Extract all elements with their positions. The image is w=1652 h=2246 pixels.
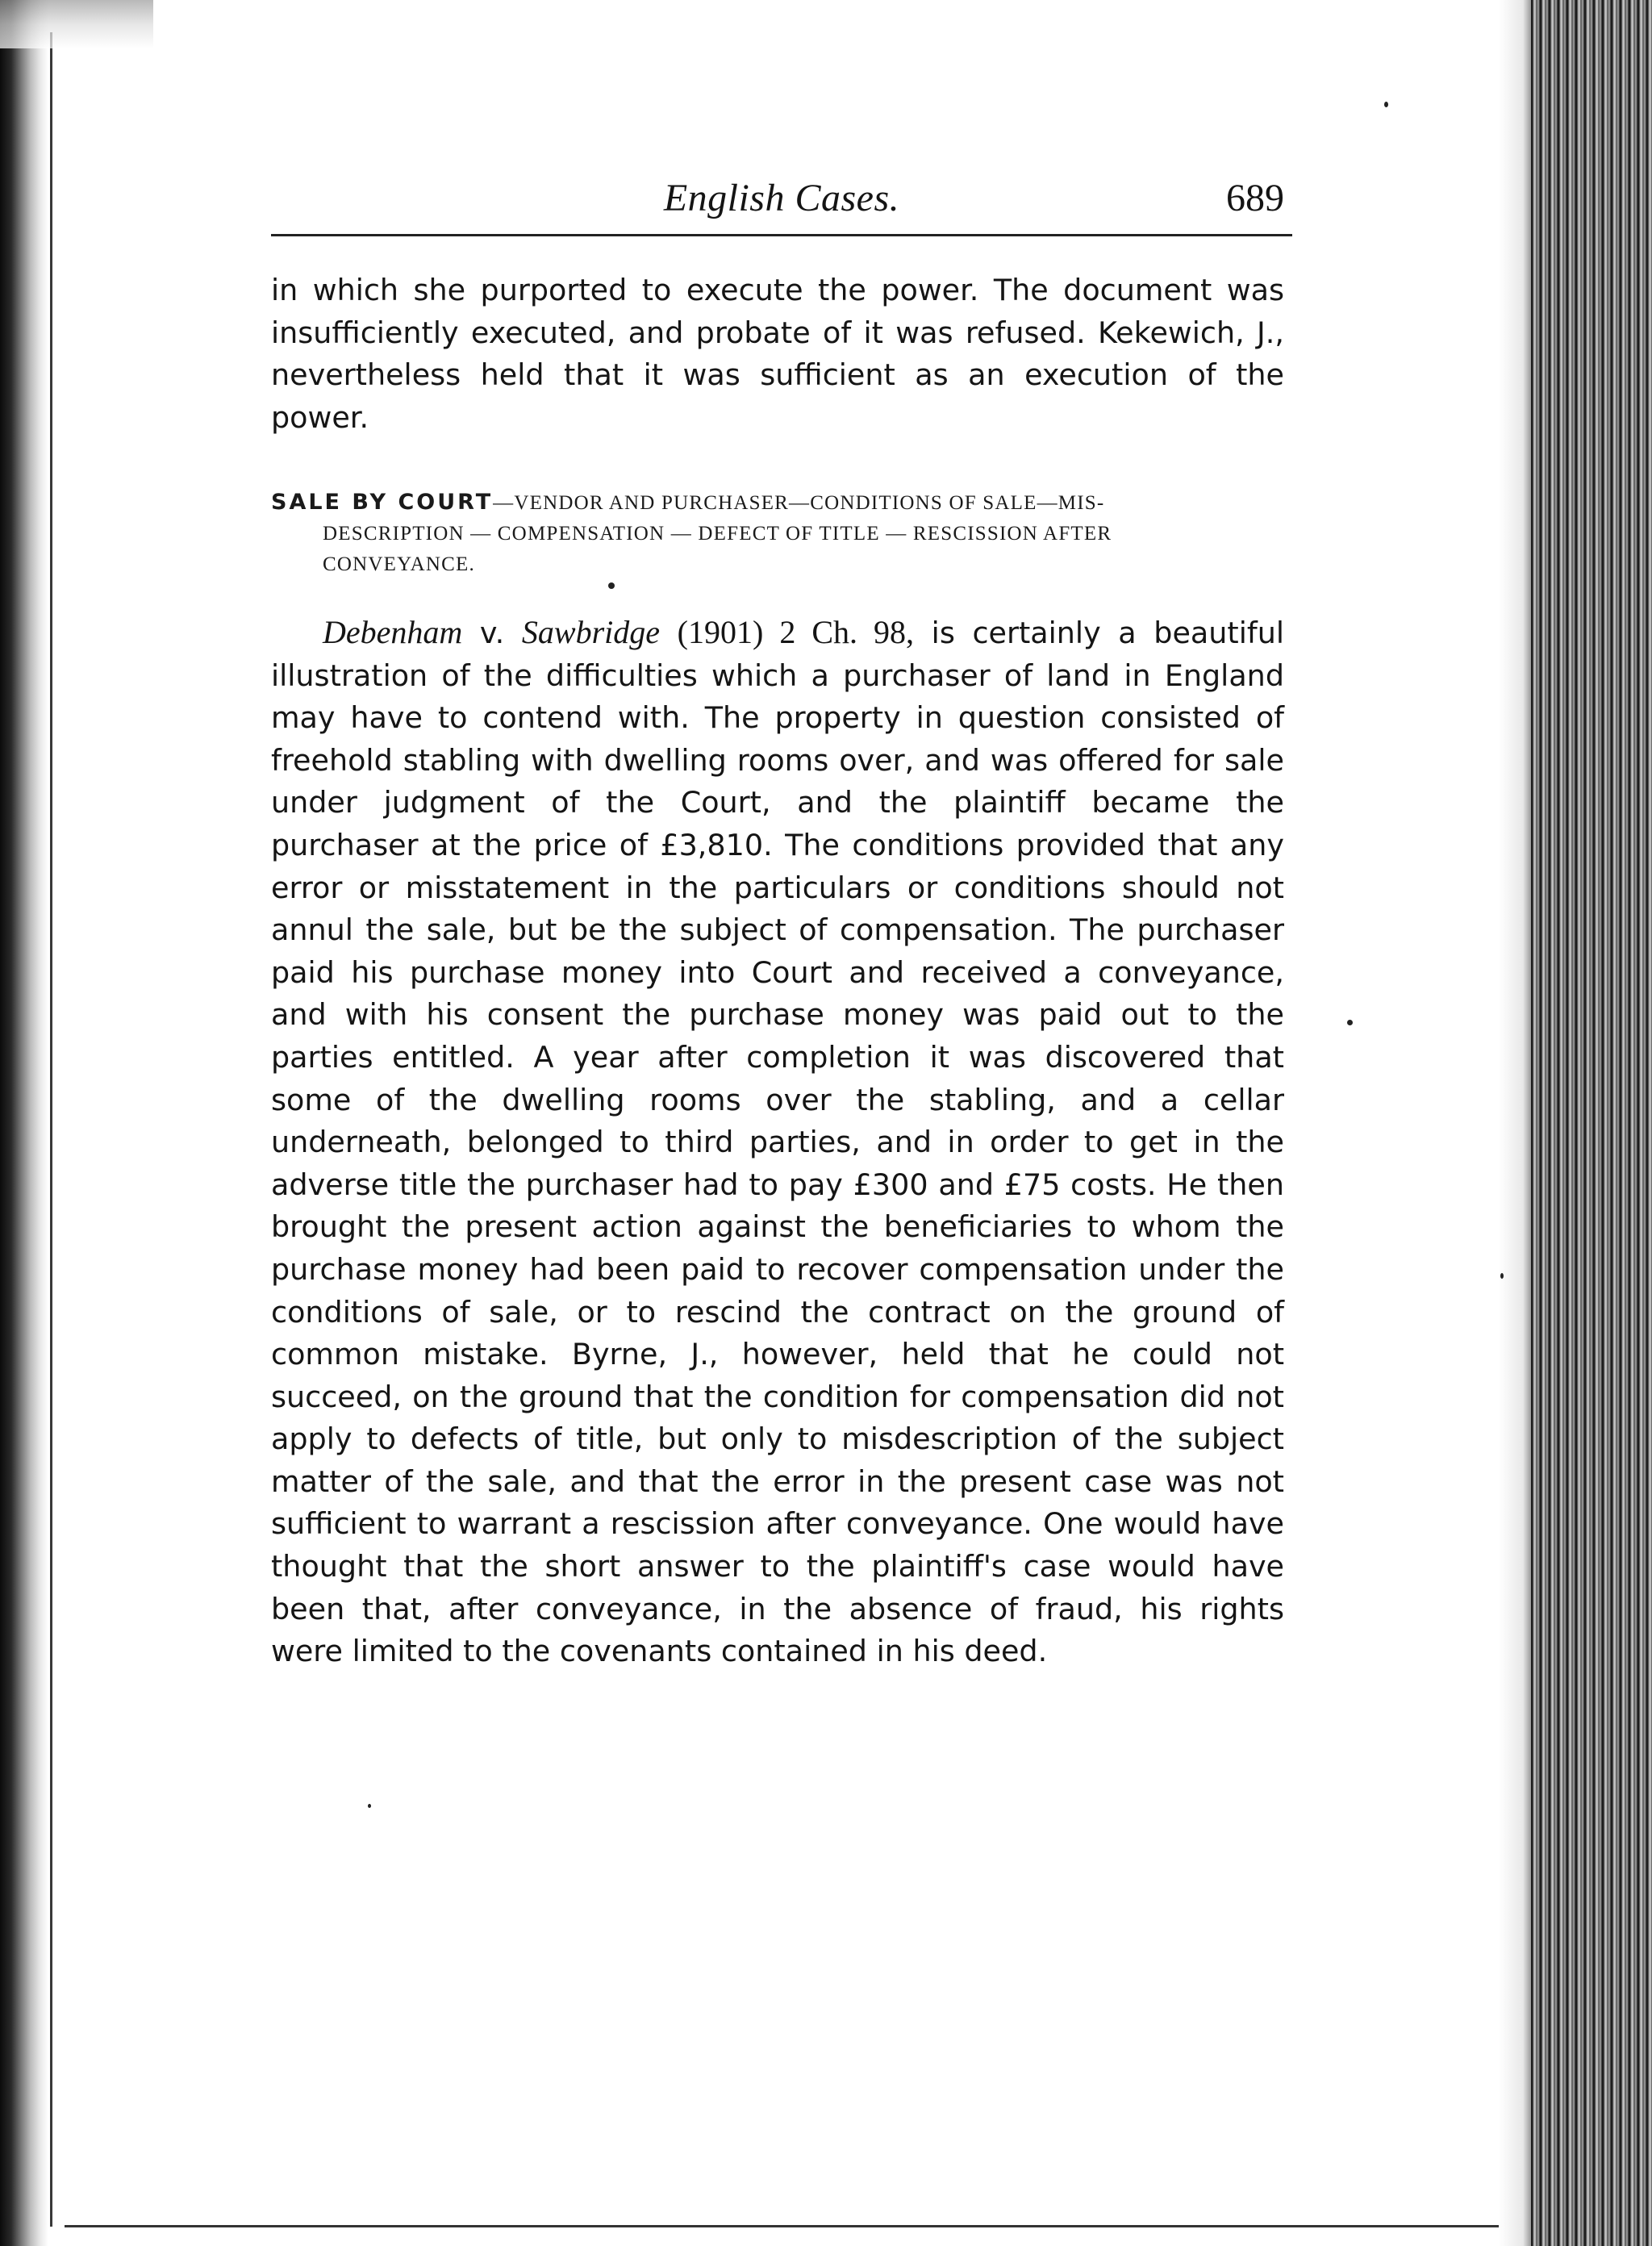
page-bottom-border xyxy=(65,2225,1499,2227)
case-citation: (1901) 2 Ch. 98, xyxy=(677,614,915,650)
running-title: English Cases. xyxy=(663,177,900,219)
case-paragraph xyxy=(271,612,1284,1673)
speck xyxy=(1384,102,1388,107)
page-right-fade xyxy=(1499,0,1531,2246)
page-right-edge-stack xyxy=(1531,0,1652,2246)
case-plaintiff: Debenham xyxy=(323,614,463,650)
section-heading-line1: —VENDOR AND PURCHASER—CONDITIONS OF SALE—MIS- xyxy=(493,492,1105,514)
speck xyxy=(608,582,615,589)
section-heading-line3: CONVEYANCE. xyxy=(323,553,475,575)
section-heading-line2: DESCRIPTION — COMPENSATION — DEFECT OF TITLE — RESCISSION AFTER xyxy=(323,523,1112,545)
page-number: 689 xyxy=(1226,177,1284,219)
case-defendant: Sawbridge xyxy=(521,614,661,650)
section-heading-lead: SALE BY COURT xyxy=(271,490,494,515)
running-header xyxy=(273,176,1291,232)
speck xyxy=(368,1804,371,1808)
page-left-border xyxy=(50,32,52,2227)
speck xyxy=(1347,1020,1353,1025)
case-versus: v. xyxy=(479,616,505,650)
case-body: is certainly a beautiful illustration of the difficulties which a purchaser of land in England may have to contend with. The property in question consisted of freehold stabling with dwelling rooms over, and was offered for sale under judgment of the Court, and the plaintiff became the purchaser at the price of £3,810. The conditions provided that any error or misstatement in the particulars or conditions should not annul the sale, but be the subject of compensation. The purchaser paid his purchase money into Court and received a conveyance, and with his consent the purchase money was paid out to the parties entitled. A year after completion it was discovered that some of the dwelling rooms over the stabling, and a cellar underneath, belonged to third parties, and in order to get in the adverse title the purchaser had to pay £300 and £75 costs. He then brought the present action against the beneficiaries to whom the purchase money had been paid to recover compensation under the conditions of sale, or to rescind the contract on the ground of common mistake. Byrne, J., however, held that he could not succeed, on the ground that the condition for compensation did not apply to defects of title, but only to misdescription of the subject matter of the sale, and that the error in the present case was not sufficient to warrant a rescission after conveyance. One would have thought that the short answer to the plaintiff's case would have been that, after conveyance, in the absence of fraud, his rights were limited to the covenants contained in his deed. xyxy=(271,616,1284,1669)
section-heading xyxy=(271,487,1284,580)
scan-smudge xyxy=(0,0,153,48)
speck xyxy=(1500,1273,1504,1279)
opening-paragraph: in which she purported to execute the power. The document was insufficiently executed, and probate of it was refused. Kekewich, J., nevertheless held that it was sufficient as an execution of the power. xyxy=(271,273,1284,435)
page-left-shadow xyxy=(0,0,48,2246)
case-paragraph-block xyxy=(271,612,1284,1673)
opening-paragraph-block xyxy=(271,269,1284,439)
header-rule xyxy=(271,234,1292,236)
